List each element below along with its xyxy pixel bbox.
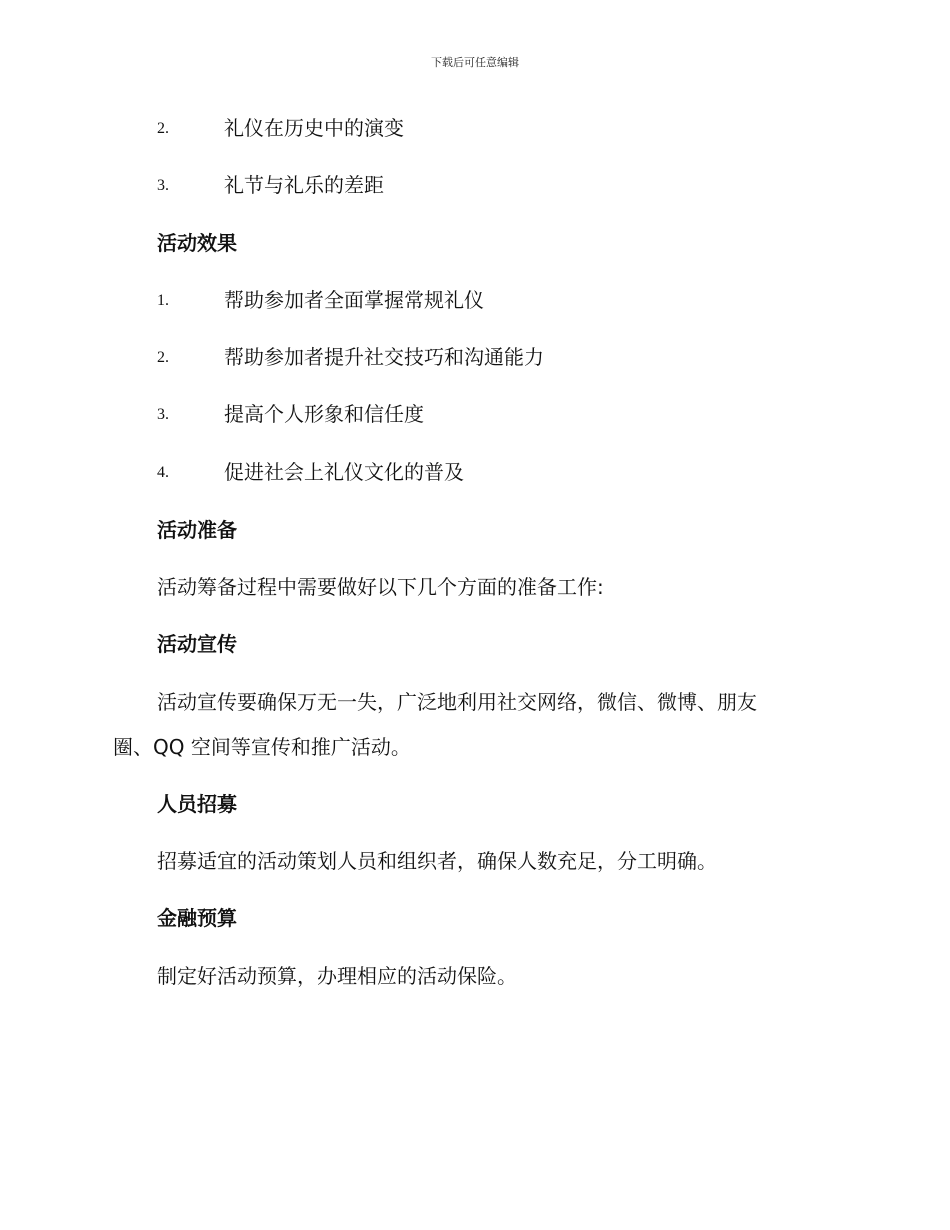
list-number: 3. <box>157 177 169 194</box>
list-number: 2. <box>157 349 169 366</box>
list-item: 礼仪在历史中的演变 <box>224 116 404 140</box>
section-heading-effects: 活动效果 <box>157 231 237 255</box>
section-heading-recruitment: 人员招募 <box>157 792 237 816</box>
list-number: 1. <box>157 292 169 309</box>
page-header: 下载后可任意编辑 <box>431 56 519 69</box>
paragraph-promotion-line1: 活动宣传要确保万无一失，广泛地利用社交网络，微信、微博、朋友 <box>157 690 757 714</box>
list-item: 促进社会上礼仪文化的普及 <box>224 460 464 484</box>
list-item: 礼节与礼乐的差距 <box>224 173 384 197</box>
section-heading-preparation: 活动准备 <box>157 518 237 542</box>
paragraph-budget: 制定好活动预算，办理相应的活动保险。 <box>157 964 517 988</box>
list-number: 3. <box>157 406 169 423</box>
list-item: 提高个人形象和信任度 <box>224 402 424 426</box>
section-heading-budget: 金融预算 <box>157 906 237 930</box>
list-item: 帮助参加者提升社交技巧和沟通能力 <box>224 345 544 369</box>
list-number: 2. <box>157 120 169 137</box>
list-item: 帮助参加者全面掌握常规礼仪 <box>224 288 484 312</box>
paragraph-preparation: 活动筹备过程中需要做好以下几个方面的准备工作: <box>157 575 604 599</box>
list-number: 4. <box>157 464 169 481</box>
paragraph-recruitment: 招募适宜的活动策划人员和组织者，确保人数充足，分工明确。 <box>157 849 717 873</box>
paragraph-promotion-line2: 圈、QQ 空间等宣传和推广活动。 <box>113 735 411 759</box>
section-heading-promotion: 活动宣传 <box>157 632 237 656</box>
